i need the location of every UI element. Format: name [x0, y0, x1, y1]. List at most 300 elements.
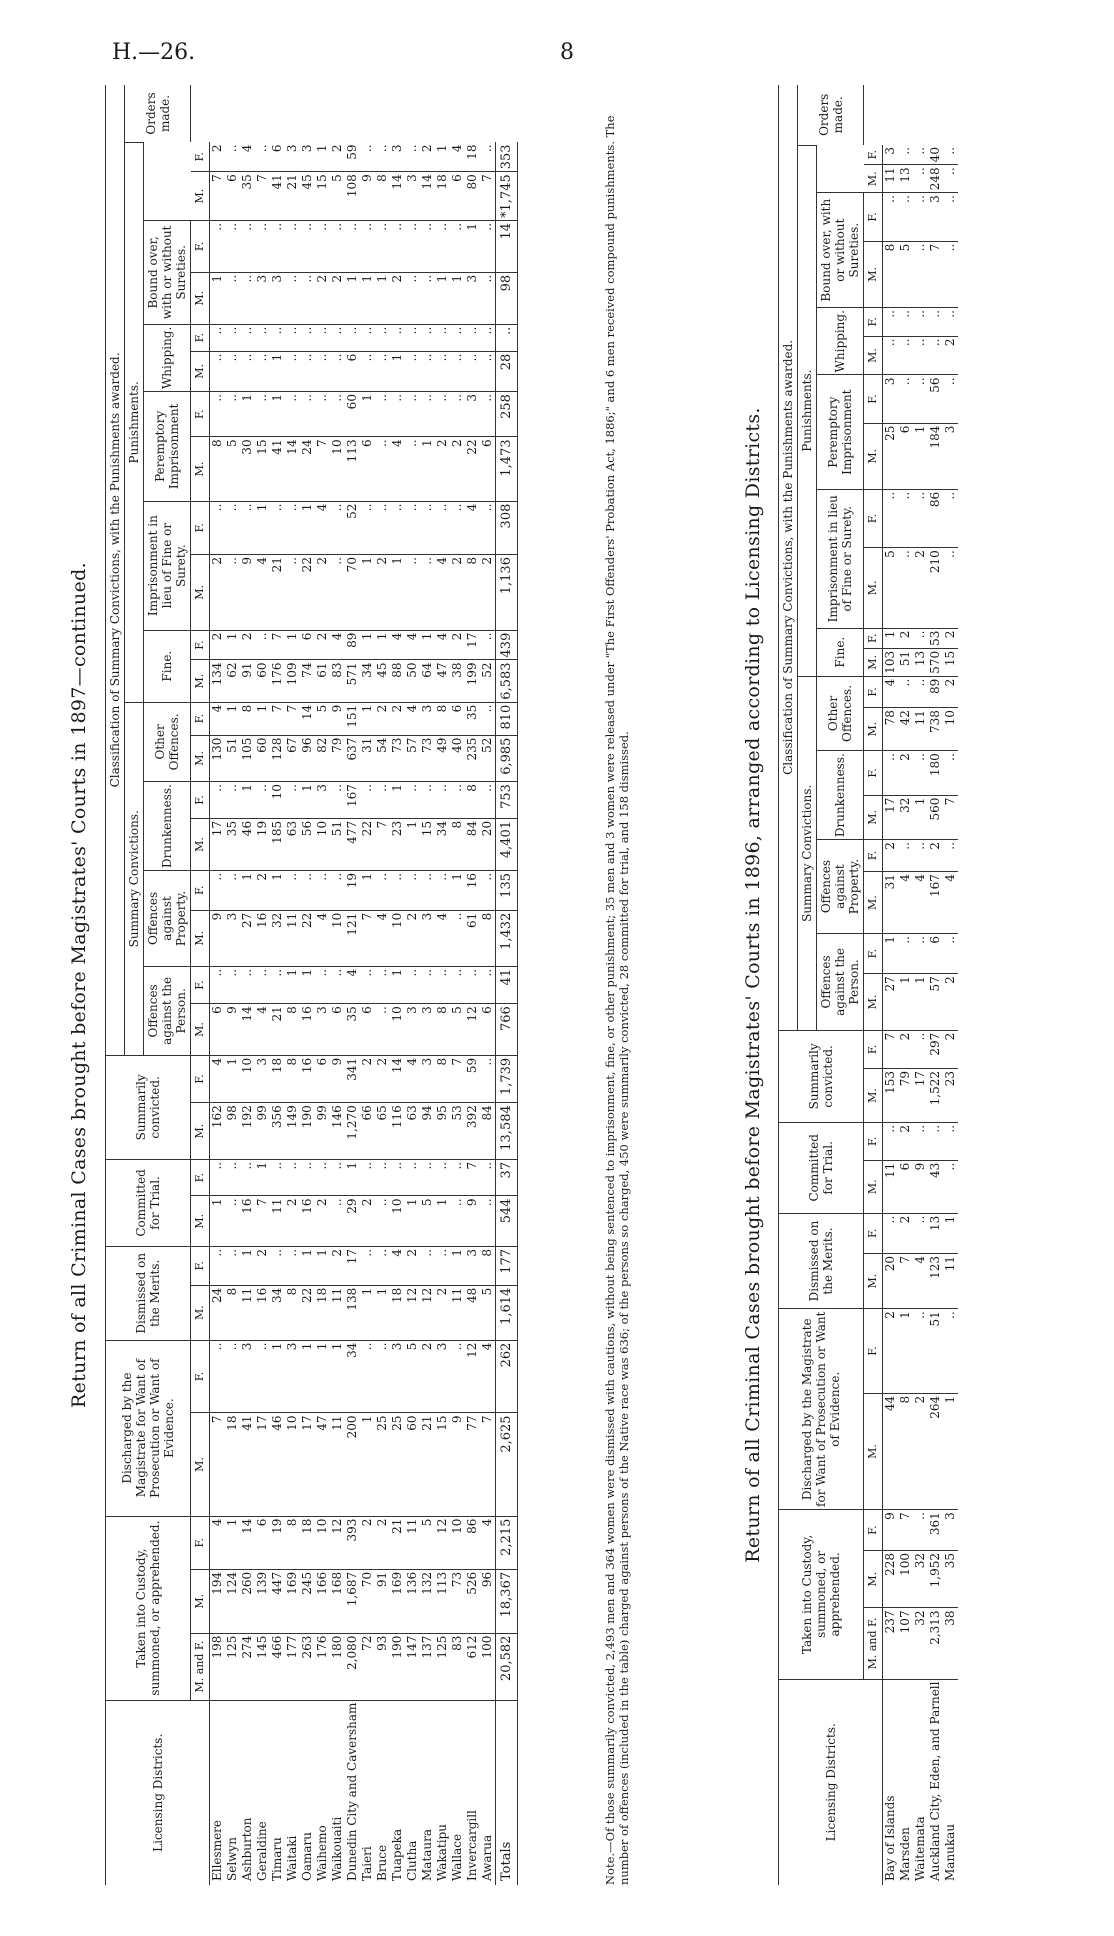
- table-cell: 38: [450, 660, 465, 702]
- table-row: [285, 85, 300, 1885]
- table-cell: 18: [465, 144, 479, 160]
- table-cell: ..: [375, 1246, 390, 1285]
- table-cell: ..: [255, 324, 270, 351]
- table-cell: ..: [405, 501, 420, 554]
- page-header: [0, 30, 1114, 70]
- table-cell: 1: [405, 1196, 420, 1247]
- table-cell: 1: [315, 1246, 330, 1285]
- subhead-f: F.: [191, 870, 210, 910]
- table-cell: ..: [225, 220, 240, 272]
- table-cell: 7: [450, 1055, 465, 1102]
- table-cell: ..: [390, 324, 405, 351]
- table-cell: 3: [285, 144, 299, 153]
- table-cell: 2: [405, 1246, 420, 1285]
- district-name: Geraldine: [255, 1700, 270, 1885]
- table-cell: ..: [435, 1246, 450, 1285]
- table-cell: 169: [285, 1569, 300, 1633]
- table-cell: ..: [405, 324, 420, 351]
- table-cell: ..: [898, 375, 913, 423]
- subhead-m: M.: [864, 974, 883, 1031]
- h2-committed: Committed for Trial.: [779, 1122, 864, 1213]
- table-cell: 20,582: [496, 1633, 518, 1700]
- subhead-f: F.: [864, 676, 883, 707]
- table-cell: 1: [360, 1285, 375, 1340]
- table-cell: 53: [928, 628, 943, 648]
- table-cell: ..: [420, 870, 435, 910]
- table-cell: 12: [405, 1285, 420, 1340]
- table-cell: ..: [315, 351, 330, 391]
- table-cell: 15: [255, 437, 270, 501]
- table-cell: 4: [465, 501, 480, 554]
- table-cell: 95: [435, 1103, 450, 1160]
- table-cell: ..: [928, 308, 943, 336]
- table-cell: 1: [898, 1309, 913, 1394]
- table-cell: ..: [375, 220, 390, 272]
- table-cell: ..: [285, 324, 300, 351]
- table-cell: 40: [928, 147, 942, 163]
- table-cell: 1: [300, 1340, 315, 1413]
- table-cell: 2: [390, 272, 405, 324]
- table-cell: ..: [435, 220, 450, 272]
- table-cell: 6: [450, 702, 465, 735]
- table-cell: ..: [270, 1246, 285, 1285]
- table-cell: 4: [435, 910, 450, 966]
- table-cell: 1: [270, 392, 285, 437]
- table-cell: 113: [435, 1569, 450, 1633]
- table-cell: 121: [345, 910, 360, 966]
- table-cell: 2: [898, 628, 913, 648]
- table-cell: 8: [898, 1393, 913, 1509]
- table-cell: 356: [270, 1103, 285, 1160]
- table-cell: ..: [913, 751, 928, 795]
- table-cell: 262: [496, 1340, 518, 1413]
- table-cell: ..: [255, 392, 270, 437]
- table-cell: ..: [420, 392, 435, 437]
- table-cell: ..: [883, 193, 899, 241]
- h2-classification: Classification of Summary Convictions, with the Punishments awarded.: [779, 85, 798, 1030]
- table-cell: ..: [928, 336, 943, 375]
- table-cell: 2: [315, 272, 330, 324]
- table-cell: ..: [435, 870, 450, 910]
- table-cell: ..: [465, 966, 480, 1003]
- table-cell: ..: [943, 165, 958, 193]
- table-cell: 52: [480, 660, 496, 702]
- table-cell: 17: [345, 1246, 360, 1285]
- table-cell: ..: [420, 966, 435, 1003]
- table-cell: 1: [450, 1246, 465, 1285]
- table-cell: 1: [405, 818, 420, 870]
- subhead-m: M.: [191, 660, 210, 702]
- table-cell: ..: [943, 751, 958, 795]
- subhead-m: M.: [864, 708, 883, 751]
- table-cell: 1: [255, 1159, 270, 1196]
- table-cell: ..: [480, 1196, 496, 1247]
- table-cell: ..: [898, 840, 913, 872]
- table-cell: ..: [240, 351, 255, 391]
- h2-impris: Imprisonment in lieu of Fine or Surety.: [817, 489, 864, 628]
- subhead-f: F.: [864, 1122, 883, 1160]
- table-cell: 25: [390, 1413, 405, 1516]
- table-cell: 1: [270, 351, 285, 391]
- table-cell: ..: [255, 1340, 270, 1413]
- table-cell: ..: [450, 966, 465, 1003]
- subhead-f: F.: [864, 1309, 883, 1394]
- table-cell: ..: [255, 144, 269, 153]
- table-cell: ..: [360, 1246, 375, 1285]
- table-cell: ..: [420, 272, 435, 324]
- table-cell: 15: [943, 648, 958, 676]
- h-summary: Summary Convictions.: [125, 702, 144, 1055]
- table-cell: ..: [330, 351, 345, 391]
- table-cell: 45: [375, 660, 390, 702]
- table-cell: ..: [375, 324, 390, 351]
- table-cell: 9: [883, 1510, 899, 1551]
- table-cell: 3: [405, 1004, 420, 1056]
- table-cell: ..: [450, 910, 465, 966]
- table-cell: 3: [240, 1340, 255, 1413]
- table-cell: ..: [375, 782, 390, 819]
- table-cell: ..: [210, 501, 226, 554]
- table-cell: ..: [480, 144, 494, 153]
- table-cell: ..: [480, 1055, 496, 1102]
- table-cell: ..: [330, 870, 345, 910]
- table-cell: 6: [330, 1004, 345, 1056]
- table-cell: 1: [225, 1055, 240, 1102]
- table-cell: 353: [496, 142, 518, 171]
- table-cell: 73: [450, 1569, 465, 1633]
- table-cell: 4: [240, 144, 254, 153]
- table-cell: *1,745: [496, 172, 518, 221]
- table-cell: ..: [898, 548, 913, 628]
- table-cell: 34: [435, 818, 450, 870]
- table-cell: 1: [300, 1246, 315, 1285]
- table-cell: 10: [330, 910, 345, 966]
- table-cell: ..: [255, 351, 270, 391]
- table-cell: 61: [315, 660, 330, 702]
- table-cell: ..: [255, 630, 270, 660]
- subhead-f: F.: [864, 1213, 883, 1253]
- subhead-m: M.: [191, 735, 210, 782]
- district-name: Selwyn: [225, 1700, 240, 1885]
- table-cell: 1: [300, 966, 315, 1003]
- table-cell: ..: [450, 782, 465, 819]
- table-cell: 1: [943, 1393, 958, 1509]
- table-cell: 4: [330, 630, 345, 660]
- table-cell: 2: [360, 1516, 375, 1569]
- table-cell: 27: [883, 974, 899, 1031]
- table-cell: 2: [240, 630, 255, 660]
- table-cell: 83: [450, 1633, 465, 1700]
- table-cell: ..: [480, 782, 496, 819]
- table-cell: 4: [435, 555, 450, 631]
- table-cell: 11: [240, 1285, 255, 1340]
- table-cell: ..: [375, 351, 390, 391]
- table-row: [390, 85, 405, 1885]
- table-cell: 11: [913, 708, 928, 751]
- h-dismissed: Dismissed on the Merits.: [106, 1246, 191, 1340]
- table-cell: 9: [450, 1413, 465, 1516]
- table-cell: 1: [240, 392, 255, 437]
- table-cell: 263: [300, 1633, 315, 1700]
- table-cell: ..: [913, 1510, 928, 1551]
- table-cell: 100: [898, 1550, 913, 1607]
- table-row: [883, 85, 899, 1885]
- table-cell: 6: [898, 423, 913, 489]
- table-cell: 3: [465, 392, 480, 437]
- table-cell: ..: [240, 220, 255, 272]
- table-cell: 132: [420, 1569, 435, 1633]
- table-cell: 7: [898, 1510, 913, 1551]
- table-cell: 1: [225, 702, 240, 735]
- table-cell: 134: [210, 660, 226, 702]
- table-1896: [778, 85, 958, 1885]
- table-cell: 8: [285, 1285, 300, 1340]
- table-cell: 43: [928, 1160, 943, 1213]
- h2-taken: Taken into Custody, summoned, or apprehended.: [779, 1510, 864, 1679]
- table-cell: 2: [315, 1196, 330, 1247]
- table-cell: 8: [435, 1055, 450, 1102]
- table-cell: 18: [270, 1055, 285, 1102]
- table-cell: ..: [375, 1004, 390, 1056]
- district-name: Manukau: [943, 1679, 958, 1885]
- table-cell: 4: [315, 501, 330, 554]
- table-cell: 7: [465, 1159, 480, 1196]
- table-cell: 6: [270, 144, 284, 153]
- table-cell: ..: [480, 702, 496, 735]
- subhead-m: M.: [191, 437, 210, 501]
- district-name: Oamaru: [300, 1700, 315, 1885]
- table-cell: ..: [465, 351, 480, 391]
- table-cell: 2: [913, 1393, 928, 1509]
- table-cell: 14: [496, 220, 518, 272]
- subhead-f: F.: [191, 1159, 210, 1196]
- table-cell: ..: [480, 966, 496, 1003]
- table-cell: ..: [225, 351, 240, 391]
- table-cell: ..: [210, 220, 226, 272]
- table-cell: 146: [330, 1103, 345, 1160]
- district-name: Ellesmere: [210, 1700, 226, 1885]
- table-cell: 93: [375, 1633, 390, 1700]
- district-name: Waitemata: [913, 1679, 928, 1885]
- table-cell: ..: [480, 272, 496, 324]
- table-cell: ..: [375, 1196, 390, 1247]
- table-cell: 40: [450, 735, 465, 782]
- table-cell: 10: [390, 1004, 405, 1056]
- table-cell: 6: [315, 1055, 330, 1102]
- table-cell: 67: [285, 735, 300, 782]
- table-cell: 18: [300, 1516, 315, 1569]
- table-cell: 7: [315, 437, 330, 501]
- table-cell: ..: [943, 934, 958, 974]
- table-cell: ..: [330, 501, 345, 554]
- table-cell: 50: [405, 660, 420, 702]
- table-row: [345, 85, 360, 1885]
- table-cell: ..: [480, 870, 496, 910]
- table-cell: 392: [465, 1103, 480, 1160]
- table-cell: 24: [300, 437, 315, 501]
- table-cell: 169: [390, 1569, 405, 1633]
- table-cell: 19: [255, 818, 270, 870]
- h2-drunk: Drunkenness.: [817, 751, 864, 840]
- table-cell: ..: [240, 272, 255, 324]
- table-cell: 3: [270, 272, 285, 324]
- table-cell: 7: [255, 172, 270, 221]
- table-cell: 6: [450, 172, 465, 221]
- table-cell: 2: [450, 555, 465, 631]
- table-cell: 192: [240, 1103, 255, 1160]
- table-cell: 21: [270, 1004, 285, 1056]
- table-cell: 14: [285, 437, 300, 501]
- table-cell: 10: [390, 1196, 405, 1247]
- table-cell: ..: [405, 782, 420, 819]
- table-cell: 14: [420, 172, 435, 221]
- table-cell: 2: [255, 1246, 270, 1285]
- table-cell: ..: [375, 870, 390, 910]
- report-reference: H.—26.: [112, 40, 196, 65]
- table-cell: 7: [270, 630, 285, 660]
- table-cell: 34: [345, 1340, 360, 1413]
- table-cell: 4: [943, 872, 958, 934]
- subhead-m: M.: [864, 648, 883, 676]
- table-cell: 8: [210, 437, 226, 501]
- table-cell: 3: [420, 702, 435, 735]
- subhead-mf: M. and F.: [191, 1633, 210, 1700]
- table-cell: 3: [315, 782, 330, 819]
- table-cell: 17: [883, 795, 899, 839]
- table-cell: 5: [883, 548, 899, 628]
- table-cell: 83: [330, 660, 345, 702]
- table-row: [255, 85, 270, 1885]
- table-cell: 35: [240, 172, 255, 221]
- subhead-m: M.: [191, 1196, 210, 1247]
- table-row: [405, 85, 420, 1885]
- table-row: [360, 85, 375, 1885]
- table-cell: 3: [405, 172, 420, 221]
- table-cell: 176: [315, 1633, 330, 1700]
- table-cell: 74: [300, 660, 315, 702]
- subhead-m: M.: [864, 423, 883, 489]
- table-cell: ..: [360, 220, 375, 272]
- table-cell: ..: [300, 220, 315, 272]
- h-classification: Classification of Summary Convictions, with the Punishments awarded.: [106, 85, 125, 1055]
- table-cell: ..: [480, 392, 496, 437]
- table-row: [943, 85, 958, 1885]
- subhead-f: F.: [191, 1516, 210, 1569]
- table-1897: [105, 85, 518, 1885]
- h2-discharged: Discharged by the Magistrate for Want of Prosecution or Want of Evidence.: [779, 1309, 864, 1510]
- table-cell: 21: [420, 1413, 435, 1516]
- table-cell: ..: [300, 351, 315, 391]
- table-cell: 18: [315, 1285, 330, 1340]
- table-cell: 4: [450, 144, 464, 153]
- table-cell: 86: [928, 489, 943, 547]
- h2-dismissed: Dismissed on the Merits.: [779, 1213, 864, 1309]
- table-cell: 6: [255, 1516, 270, 1569]
- table-cell: 99: [315, 1103, 330, 1160]
- table-cell: 35: [943, 1550, 958, 1607]
- table-cell: 57: [405, 735, 420, 782]
- table-cell: ..: [255, 782, 270, 819]
- table-cell: 167: [345, 782, 360, 819]
- table-cell: 228: [883, 1550, 899, 1607]
- table-cell: 6: [300, 630, 315, 660]
- table-cell: 59: [345, 144, 359, 160]
- table-row: [330, 85, 345, 1885]
- table-cell: 2: [943, 628, 958, 648]
- table-cell: 2: [375, 702, 390, 735]
- table-cell: 1: [315, 144, 329, 153]
- table-cell: 1: [225, 630, 240, 660]
- table-cell: ..: [375, 966, 390, 1003]
- table-row: [300, 85, 315, 1885]
- table-cell: 4: [898, 872, 913, 934]
- subhead-f: F.: [191, 630, 210, 660]
- table-cell: 8: [480, 910, 496, 966]
- table-cell: ..: [375, 392, 390, 437]
- table-cell: ..: [390, 392, 405, 437]
- table-cell: 8: [240, 702, 255, 735]
- table-cell: ..: [913, 676, 928, 707]
- table-cell: 3: [420, 1055, 435, 1102]
- table-cell: 176: [270, 660, 285, 702]
- table-cell: ..: [240, 966, 255, 1003]
- table-cell: 42: [898, 708, 913, 751]
- district-name: Waitaki: [285, 1700, 300, 1885]
- table-cell: ..: [913, 1122, 928, 1160]
- table-cell: 44: [883, 1393, 899, 1509]
- table-cell: 72: [360, 1633, 375, 1700]
- table-cell: ..: [240, 324, 255, 351]
- table-cell: 447: [270, 1569, 285, 1633]
- table-cell: 52: [480, 735, 496, 782]
- table-cell: ..: [943, 193, 958, 241]
- table-cell: 2: [943, 974, 958, 1031]
- table-cell: ..: [225, 1159, 240, 1196]
- table-cell: 1: [435, 272, 450, 324]
- table-cell: 7: [943, 795, 958, 839]
- table-cell: 91: [375, 1569, 390, 1633]
- table-cell: 2: [480, 555, 496, 631]
- h2-bound: Bound over, with or without Sureties.: [817, 193, 864, 308]
- subhead-f: F.: [191, 782, 210, 819]
- table-cell: ..: [390, 1159, 405, 1196]
- table-cell: ..: [300, 870, 315, 910]
- table-cell: 12: [465, 1340, 480, 1413]
- table-cell: 1: [450, 870, 465, 910]
- table-cell: 308: [496, 501, 518, 554]
- table-cell: 2: [450, 437, 465, 501]
- table-cell: ..: [270, 324, 285, 351]
- table-cell: ..: [405, 437, 420, 501]
- table-cell: 162: [210, 1103, 226, 1160]
- table-cell: 4: [210, 1516, 226, 1569]
- subhead-m: M.: [864, 1550, 883, 1607]
- table-cell: 4: [210, 1055, 226, 1102]
- table-cell: 10: [943, 708, 958, 751]
- table-cell: 3: [465, 272, 480, 324]
- table-cell: ..: [480, 1159, 496, 1196]
- table-cell: ..: [913, 375, 928, 423]
- table-cell: 11: [330, 1413, 345, 1516]
- table-cell: 47: [435, 660, 450, 702]
- subhead-mf: M. and F.: [864, 1608, 883, 1679]
- h2-property: Offences against Property.: [817, 840, 864, 934]
- table-cell: ..: [928, 1122, 943, 1160]
- table-cell: 116: [390, 1103, 405, 1160]
- table-cell: 65: [375, 1103, 390, 1160]
- table-cell: 18: [390, 1285, 405, 1340]
- table-cell: ..: [285, 501, 300, 554]
